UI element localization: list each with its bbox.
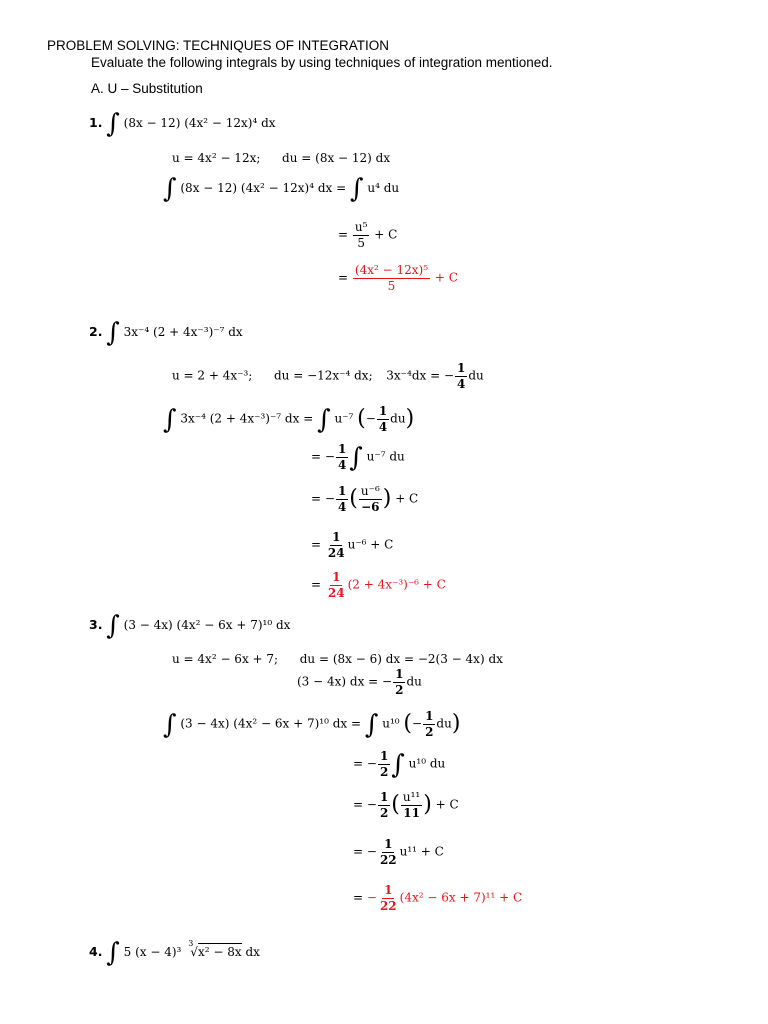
fraction [336, 485, 348, 513]
denominator: 4 [337, 499, 347, 514]
problem-3-statement [89, 611, 291, 641]
denominator: 4 [378, 419, 388, 434]
problem-2-substitution [172, 362, 484, 390]
problem-2-answer [311, 571, 446, 599]
section-heading: A. U – Substitution [91, 81, 203, 96]
denominator: 24 [327, 585, 345, 600]
numerator: 1 [384, 883, 393, 897]
numerator: 1 [332, 530, 341, 544]
inner-fraction [401, 791, 422, 819]
step-right: u¹⁰ du [408, 756, 446, 771]
root-index: 3 [188, 939, 194, 948]
step-right: u⁴ du [367, 181, 400, 195]
numerator: u¹¹ [402, 790, 421, 804]
integrand: 3x⁻⁴ (2 + 4x⁻³)⁻⁷ dx [123, 325, 243, 339]
integral-sign: ∫ [349, 174, 364, 204]
answer-right: (4x² − 6x + 7)¹¹ + C [399, 890, 523, 905]
step-right: u⁻⁶ + C [347, 537, 394, 552]
page-title: PROBLEM SOLVING: TECHNIQUES OF INTEGRATION [47, 38, 390, 53]
denominator: 2 [425, 724, 434, 739]
integral-sign: ∫ [106, 611, 120, 641]
problem-3-step-4 [353, 838, 444, 866]
numerator: u⁵ [354, 220, 368, 234]
du: du [468, 368, 484, 383]
numerator: 1 [337, 442, 347, 456]
denominator: 22 [379, 852, 397, 867]
integral-sign: ∫ [106, 109, 120, 139]
numerator: 1 [337, 484, 347, 498]
fraction [423, 710, 435, 738]
equals-negative: = − [353, 756, 377, 771]
equals-negative: = − [353, 797, 377, 812]
equals: = [311, 577, 322, 592]
problem-number: 4. [89, 944, 103, 959]
numerator: u⁻⁶ [360, 484, 380, 498]
problem-number: 3. [89, 617, 103, 632]
problem-3-step-1: ∫ (3 − 4x) (4x² − 6x + 7)¹⁰ dx = ∫ u¹⁰ (− $\frac{1}{2}$ du) [163, 709, 461, 740]
numerator: 1 [332, 570, 341, 584]
fraction [353, 221, 370, 249]
sub-du: du = (8x − 12) dx [282, 151, 391, 165]
problem-2-step-3: = − $\frac{1}{4}$ ( $\frac{\text{u⁻⁶}}{-6}$ ) + C [311, 484, 419, 514]
problem-1-substitution [172, 151, 390, 165]
integrand: (8x − 12) (4x² − 12x)⁴ dx [123, 116, 276, 130]
fraction [377, 405, 389, 433]
fraction [336, 443, 348, 471]
du: du [436, 716, 452, 731]
equals-negative: = − [311, 449, 335, 464]
step-left: 3x⁻⁴ (2 + 4x⁻³)⁻⁷ dx = [180, 411, 314, 426]
fraction [455, 362, 467, 390]
numerator: 1 [395, 667, 404, 681]
denominator: 4 [337, 457, 347, 472]
denominator: 4 [457, 376, 466, 391]
problem-3-substitution [172, 652, 503, 666]
numerator: (4x² − 12x)⁵ [354, 263, 428, 277]
numerator: 1 [457, 361, 466, 375]
integral-sign: ∫ [391, 749, 405, 780]
instructions: Evaluate the following integrals by using techniques of integration mentioned. [91, 55, 553, 70]
integrand-post: dx [245, 945, 260, 959]
problem-1-answer [338, 264, 458, 292]
denominator: 24 [327, 545, 345, 560]
fraction [378, 791, 390, 819]
answer-fraction [353, 264, 430, 292]
equals: = [338, 270, 349, 285]
integral-sign: ∫ [349, 442, 363, 473]
problem-2-statement [89, 318, 243, 348]
inner-fraction [359, 485, 382, 513]
integral-sign: ∫ [163, 174, 177, 204]
sub-du: du = (8x − 6) dx = −2(3 − 4x) dx [299, 652, 503, 666]
fraction [326, 531, 347, 559]
sub-extra: 3x⁻⁴dx = − [386, 368, 455, 383]
problem-number: 2. [89, 324, 103, 339]
du: du [390, 411, 406, 426]
problem-1-step-2 [338, 221, 397, 249]
integrand-pre: 5 (x − 4)³ [123, 945, 182, 959]
radicand: x² − 8x [197, 945, 242, 959]
plus-c: + C [434, 270, 458, 285]
fraction [393, 668, 405, 696]
sub-line-2: (3 − 4x) dx = − [297, 674, 393, 689]
numerator: 1 [384, 837, 393, 851]
step-right: u¹⁰ [382, 716, 400, 731]
denominator: 2 [395, 682, 404, 697]
numerator: 1 [425, 709, 434, 723]
equals: = [311, 537, 322, 552]
plus-c: + C [374, 227, 398, 242]
sub-u: u = 4x² − 6x + 7; [172, 652, 279, 666]
integral-sign: ∫ [106, 318, 120, 348]
sub-u: u = 4x² − 12x; [172, 151, 261, 165]
problem-2-step-4 [311, 531, 393, 559]
problem-3-step-3: = − $\frac{1}{2}$ ( $\frac{\text{u¹¹}}{11}$ ) + C [353, 790, 459, 820]
denominator: 2 [379, 805, 389, 820]
step-right: u⁻⁷ du [366, 449, 405, 464]
equals: = [353, 890, 364, 905]
problem-3-step-2 [353, 750, 445, 778]
radical-sign: √ [190, 945, 198, 959]
numerator: 1 [379, 790, 389, 804]
answer-fraction [378, 884, 399, 912]
sub-du: du = −12x⁻⁴ dx; [273, 368, 373, 383]
du: du [406, 674, 422, 689]
denominator: 22 [379, 898, 397, 913]
answer-fraction [326, 571, 347, 599]
integrand: (3 − 4x) (4x² − 6x + 7)¹⁰ dx [123, 618, 291, 632]
problem-4-statement [89, 938, 260, 968]
fraction [378, 750, 390, 778]
denominator: 2 [379, 764, 389, 779]
plus-c: + C [395, 491, 419, 506]
step-left: (8x − 12) (4x² − 12x)⁴ dx = [180, 181, 347, 195]
integral-sign: ∫ [317, 404, 331, 435]
equals: = [338, 227, 349, 242]
plus-c: + C [435, 797, 459, 812]
step-left: (3 − 4x) (4x² − 6x + 7)¹⁰ dx = [180, 716, 362, 731]
problem-1-step-1 [163, 174, 400, 204]
numerator: 1 [378, 404, 388, 418]
problem-2-step-1: ∫ 3x⁻⁴ (2 + 4x⁻³)⁻⁷ dx = ∫ u⁻⁷ (− $\frac{1}{4}$ du) [163, 404, 415, 435]
integral-sign: ∫ [163, 404, 177, 435]
equals-negative: = − [353, 844, 377, 859]
numerator: 1 [379, 749, 389, 763]
integral-sign: ∫ [163, 709, 177, 740]
step-right: u⁻⁷ [334, 411, 354, 426]
fraction [378, 838, 399, 866]
problem-2-step-2 [311, 443, 405, 471]
problem-1-statement [89, 109, 276, 139]
problem-3-answer: = − $\frac{1}{22}$ (4x² − 6x + 7)¹¹ + C [353, 883, 523, 913]
denominator: 11 [403, 805, 420, 820]
problem-number: 1. [89, 115, 103, 130]
denominator: 5 [357, 235, 365, 250]
step-right: u¹¹ + C [399, 844, 444, 859]
integral-sign: ∫ [106, 938, 120, 968]
integral-sign: ∫ [364, 709, 379, 740]
equals-negative: = − [311, 491, 335, 506]
denominator: 5 [387, 278, 396, 293]
problem-3-substitution-line-2 [297, 668, 422, 696]
sub-u: u = 2 + 4x⁻³; [172, 368, 253, 383]
denominator: −6 [361, 499, 380, 514]
answer-right: (2 + 4x⁻³)⁻⁶ + C [347, 577, 446, 592]
